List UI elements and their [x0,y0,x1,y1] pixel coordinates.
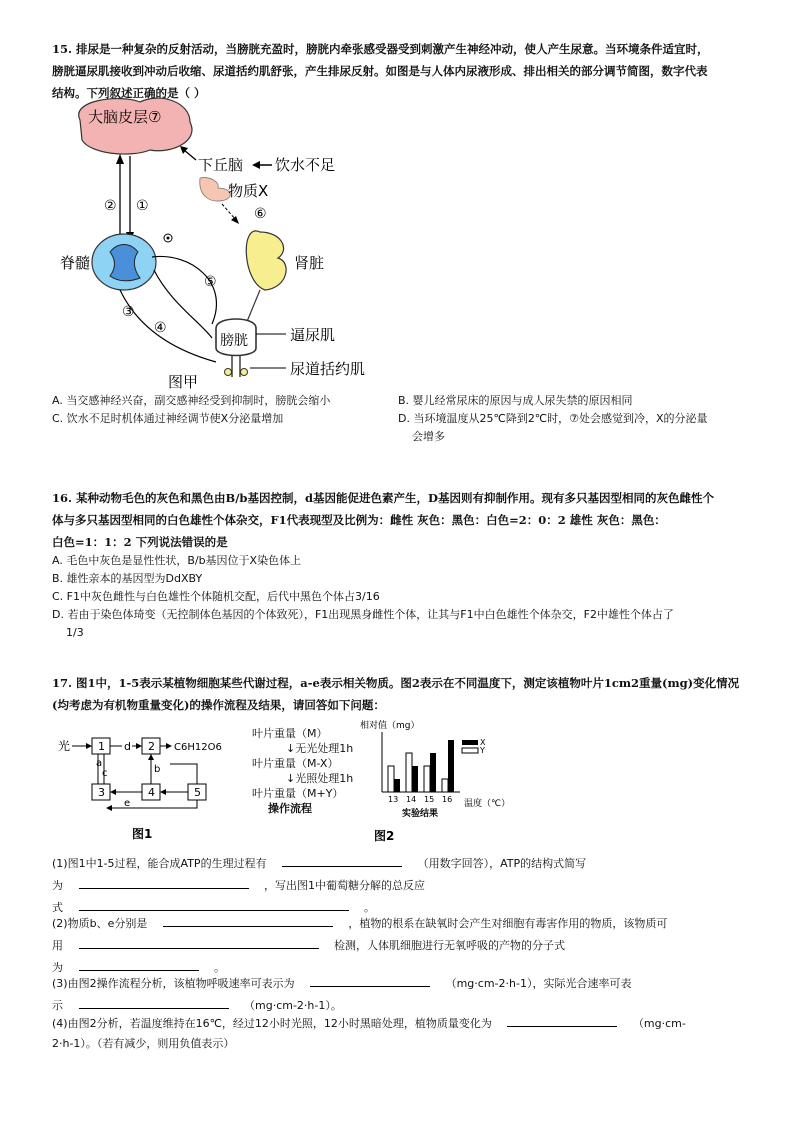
p2-blank-2[interactable] [79,934,319,949]
p3-text-d: （mg·cm-2·h-1）。 [244,999,342,1012]
p4-text-c: 2·h-1）。（若有减少，则用负值表示） [52,1037,235,1050]
q17-line1: 17. 图1中，1-5表示某植物细胞某些代谢过程，a-e表示相关物质。图2表示在不同温度下，测定该植物叶片1cm2重量(mg)变化情况 [52,676,740,690]
chart-result-label: 实验结果 [402,809,439,819]
figure-caption-jia: 图甲 [168,373,199,391]
bar-y-13 [388,766,394,792]
cortex-label: 大脑皮层⑦ [88,108,162,126]
p4-text-a: (4)由图2分析，若温度维持在16℃，经过12小时光照，12小时黑暗处理，植物质量变化为 [52,1017,492,1030]
label-4: ④ [154,320,167,336]
flow-action-2-label: 光照处理1h [295,772,354,785]
q15-figure [60,92,380,392]
q17-part3 [52,972,752,1016]
bar-y-16 [442,779,448,792]
kidney-label: 肾脏 [294,254,325,272]
kidney-shape [246,231,286,290]
flow-step-2: 叶片重量（M-X） [252,757,339,770]
label-6: ⑥ [254,206,267,222]
detrusor-label: 逼尿肌 [290,326,336,344]
tick-label-16: 16 [442,795,453,804]
a-label: a [96,758,103,769]
substance-label: 物质X [228,182,269,200]
label-3: ③ [122,304,135,320]
chart-xlabel: 温度（℃） [464,799,511,809]
box-2-label: 2 [148,740,155,753]
q16-line1: 16. 某种动物毛色的灰色和黑色由B/b基因控制，d基因能促进色素产生，D基因则有抑制作用。现有多只基因型相同的灰色雌性个 [52,491,714,505]
tick-label-13: 13 [388,795,399,804]
p3-blank-1[interactable] [310,972,430,987]
box-4-label: 4 [148,786,155,799]
flow-title: 操作流程 [268,802,312,815]
q15-option-b: B. 婴儿经常尿床的原因与成人尿失禁的原因相同 [398,394,633,407]
p2-blank-1[interactable] [163,912,333,927]
q15-line3: 结构。下列叙述正确的是（ ） [52,86,206,100]
p1-text-a: (1)图1中1-5过程，能合成ATP的生理过程有 [52,857,267,870]
q16-option-b: B. 雄性亲本的基因型为DdXBY [52,572,203,585]
figure1-caption: 图1 [132,827,153,841]
b-label: b [154,764,161,775]
bar-x-16 [448,740,454,792]
q15-option-d-line1: D. 当环境温度从25℃降到2℃时，⑦处会感觉到冷，X的分泌量 [398,412,708,425]
glucose-label: C6H12O6 [174,742,222,753]
q17-figure2-chart [360,716,520,846]
figure2-caption: 图2 [374,829,395,843]
flow-action-1: ↓无光处理1h [286,742,354,755]
q15-line1: 15. 排尿是一种复杂的反射活动，当膀胱充盈时，膀胱内牵张感受器受到刺激产生神经冲动，使人产生尿意。当环境条件适宜时， [52,42,709,56]
q17-line2: (均考虑为有机物重量变化)的操作流程及结果，请回答如下问题： [52,698,385,712]
d-label: d [124,740,131,753]
p2-text-b: ，植物的根系在缺氧时会产生对细胞有毒害作用的物质，该物质可 [348,917,668,930]
bar-x-14 [412,766,418,792]
p2-text-c: 用 [52,939,63,952]
q16-option-d-line2: 1/3 [66,626,84,639]
p1-blank-2[interactable] [79,874,249,889]
p1-text-c: 为 [52,879,63,892]
q17-flow [252,726,362,816]
c-label: c [102,768,108,779]
q17-part1 [52,852,752,918]
q15-option-d-line2: 会增多 [412,430,445,443]
legend-x-label: X [480,738,486,747]
p3-text-b: （mg·cm-2·h-1），实际光合速率可表 [445,977,632,990]
q16-option-d [52,606,742,642]
legend-x-swatch [462,740,478,745]
q17-stem [52,672,742,716]
q16-option-c: C. F1中灰色雌性与白色雄性个体随机交配，后代中黑色个体占3/16 [52,590,380,603]
p1-blank-1[interactable] [282,852,402,867]
q16-option-a: A. 毛色中灰色是显性性状，B/b基因位于X染色体上 [52,554,302,567]
bar-y-15 [424,766,430,792]
p4-blank-1[interactable] [507,1012,617,1027]
q17-part2 [52,912,752,978]
box-1-label: 1 [98,740,105,753]
tick-label-14: 14 [406,795,417,804]
label-2: ② [104,198,117,214]
bar-x-15 [430,753,436,792]
cortex-shape [79,98,192,154]
p2-blank-3[interactable] [79,956,199,971]
p1-blank-3[interactable] [79,896,349,911]
p2-text-e: 为 [52,961,63,974]
hypothalamus-label: 下丘脑 [198,156,244,174]
spinal-label: 脊髓 [60,254,91,272]
flow-action-1-label: 无光处理1h [295,742,354,755]
p3-text-a: (3)由图2操作流程分析，该植物呼吸速率可表示为 [52,977,295,990]
p2-text-d: 检测，人体肌细胞进行无氧呼吸的产物的分子式 [334,939,565,952]
q16-option-d-line1: D. 若由于染色体琦变（无控制体色基因的个体致死），F1出现黑身雌性个体，让其与F1中白色雄性个体杂交，F2中雄性个体占了 [52,608,674,621]
tick-label-15: 15 [424,795,435,804]
sphincter-label: 尿道括约肌 [290,360,366,378]
bladder-label: 膀胱 [220,333,248,349]
label-5: ⑤ [204,274,217,290]
q15-option-a: A. 当交感神经兴奋，副交感神经受到抑制时，膀胱会缩小 [52,394,331,407]
p1-text-b: （用数字回答），ATP的结构式简写 [417,857,587,870]
legend-y-label: Y [480,746,485,755]
thirst-label: 饮水不足 [275,156,336,174]
pituitary-shape [200,178,231,201]
q16-line3: 白色=1：1：2 下列说法错误的是 [52,535,228,549]
light-label: 光 [58,739,71,753]
bar-x-13 [394,779,400,792]
flow-step-3: 叶片重量（M+Y） [252,787,344,800]
p1-text-d: ，写出图1中葡萄糖分解的总反应 [264,879,425,892]
flow-step-1: 叶片重量（M） [252,727,328,740]
q17-part4 [52,1012,752,1054]
q17-figure1 [58,732,238,842]
q15-line2: 膀胱逼尿肌接收到冲动后收缩、尿道括约肌舒张，产生排尿反射。如图是与人体内尿液形成、排出相关的部分调节简图，数字代表 [52,64,708,78]
p2-text-f: 。 [214,961,225,974]
p3-text-c: 示 [52,999,63,1012]
e-label: e [124,798,131,809]
p2-text-a: (2)物质b、e分别是 [52,917,148,930]
q16-stem [52,487,742,553]
box-3-label: 3 [98,786,105,799]
q15-option-c: C. 饮水不足时机体通过神经调节使X分泌量增加 [52,412,284,425]
flow-action-2: ↓光照处理1h [286,772,354,785]
label-1: ① [136,198,149,214]
chart-ylabel: 相对值（mg） [360,721,420,731]
q15-option-d [398,410,748,446]
p1-text-f: 。 [364,901,375,914]
bar-y-14 [406,753,412,792]
p4-text-b: （mg·cm- [632,1017,686,1030]
box-5-label: 5 [194,786,201,799]
q16-line2: 体与多只基因型相同的白色雄性个体杂交，F1代表现型及比例为：雌性 灰色：黑色：白色=2：0：2 雄性 灰色：黑色： [52,513,666,527]
p3-blank-2[interactable] [79,994,229,1009]
legend-y-swatch [462,748,478,753]
p1-text-e: 式 [52,901,63,914]
